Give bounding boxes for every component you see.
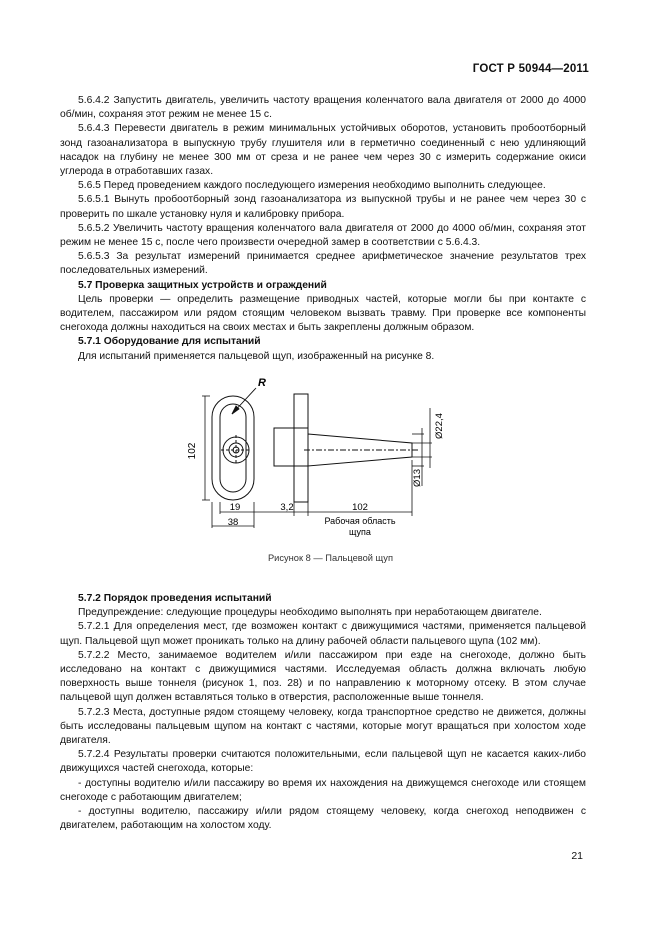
paragraph: 5.7.2.1 Для определения мест, где возможен контакт с движущимися частями, применяется пальцевой щуп. Пальцевой щуп может проникать только на длину рабочей области пальцевого щупа (102 мм). xyxy=(60,621,586,647)
dimension-38: 38 xyxy=(227,517,239,528)
document-standard-header: ГОСТ Р 50944—2011 xyxy=(472,63,589,75)
page-number: 21 xyxy=(571,850,583,862)
paragraph: 5.7.2.4 Результаты проверки считаются положительными, если пальцевой щуп не касается каких-либо движущихся частей снегохода, которые: xyxy=(60,749,586,775)
paragraph: Предупреждение: следующие процедуры необходимо выполнять при неработающем двигателе. xyxy=(78,607,542,619)
finger-probe-figure xyxy=(180,368,480,548)
paragraph: Цель проверки — определить размещение приводных частей, которые могли бы при контакте с водителем, пассажиром или рядом стоящим человеком вызвать травму. При проверке все компоненты снегохода должны находиться на своих местах и быть закреплены должным образом. xyxy=(60,293,586,334)
dimension-102: 102 xyxy=(352,502,368,513)
height-dimension: 102 xyxy=(187,442,198,460)
paragraph: Для испытаний применяется пальцевой щуп, изображенный на рисунке 8. xyxy=(78,350,435,362)
text-block-bottom xyxy=(60,592,586,833)
diameter-22-4: Ø22,4 xyxy=(434,413,445,439)
radius-label: R xyxy=(258,377,266,389)
paragraph: 5.6.5 Перед проведением каждого последующего измерения необходимо выполнить следующее. xyxy=(78,180,546,192)
figure-caption: Рисунок 8 — Пальцевой щуп xyxy=(267,553,393,563)
work-area-label: Рабочая область xyxy=(324,516,396,526)
probe-flange xyxy=(294,394,308,502)
paragraph: 5.6.5.1 Вынуть пробоотборный зонд газоанализатора из выпускной трубы и не ранее чем через 30 с проверить по шкале установку нуля и калибровку прибора. xyxy=(60,194,586,220)
dimension-19: 19 xyxy=(229,502,241,513)
list-item: - доступны водителю, пассажиру и/или рядом стоящему человеку, когда снегоход неподвижен с двигателем, работающим на холостом ходу. xyxy=(60,806,586,832)
section-heading: 5.7 Проверка защитных устройств и ограждений xyxy=(78,279,327,291)
paragraph: 5.7.2.2 Место, занимаемое водителем и/или пассажиром при езде на снегоходе, должно быть исследовано на контакт с движущимися частями. Исследуемая область должна включать любую поверхность выше тоннеля (рисунок 1, поз. 28) и по направлению к моторному отсеку. В этом случае пальцевой щуп должен вставляться только в отверстия, расположенные выше тоннеля. xyxy=(60,649,586,704)
list-item: - доступны водителю и/или пассажиру во время их нахождения на движущемся снегоходе или стоящем снегоходе с работающим двигателем; xyxy=(60,777,586,803)
subsection-heading: 5.7.2 Порядок проведения испытаний xyxy=(78,593,272,604)
text-block-top xyxy=(60,94,586,364)
work-area-label-2: щупа xyxy=(349,527,371,537)
finger-probe-drawing xyxy=(180,368,480,548)
paragraph: 5.7.2.3 Места, доступные рядом стоящему человеку, когда транспортное средство не движется, должны быть исследованы пальцевым щупом на контакт с частями, которые могут вращаться при холостом ходе двигателя. xyxy=(60,706,586,747)
diameter-13: Ø13 xyxy=(412,469,423,487)
paragraph: 5.6.5.2 Увеличить частоту вращения коленчатого вала двигателя от 2000 до 4000 об/мин, сохраняя этот режим не менее 15 с, после чего произвести очередной замер в соответствии с 5.6.4.3. xyxy=(60,222,586,249)
paragraph: 5.6.5.3 За результат измерений принимается среднее арифметическое значение результатов трех последовательных измерений. xyxy=(60,251,586,277)
paragraph: 5.6.4.3 Перевести двигатель в режим минимальных устойчивых оборотов, установить пробоотборный зонд газоанализатора в выпускную трубу глушителя или в герметично соединенный с нею удлиняющий насадок на глубину не менее 300 мм от среза и не ранее чем через 30 с измерить содержание окиси углерода в отработавших газах. xyxy=(60,123,586,178)
probe-plate-inner xyxy=(220,404,246,492)
probe-hub-cylinder xyxy=(274,428,308,466)
subsection-heading: 5.7.1 Оборудование для испытаний xyxy=(78,336,261,348)
dimension-3-2: 3,2 xyxy=(280,502,294,513)
paragraph: 5.6.4.2 Запустить двигатель, увеличить частоту вращения коленчатого вала двигателя от 2000 до 4000 об/мин, сохраняя этот режим не менее 15 с. xyxy=(60,95,586,121)
